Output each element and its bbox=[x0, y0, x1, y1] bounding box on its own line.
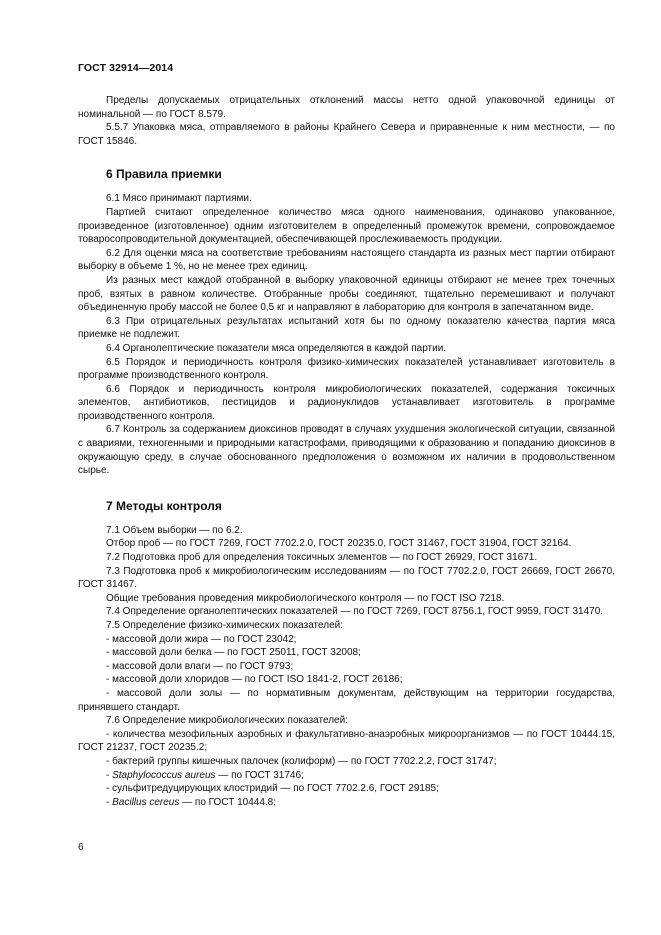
clause-6-5: 6.5 Порядок и периодичность контроля физико-химических показателей устанавливает изготовитель в программе производственного контроля. bbox=[78, 356, 615, 382]
list-item: - массовой доли золы — по нормативным документам, действующим на территории государства, принявшего стандарт. bbox=[78, 687, 615, 713]
list-item: - сульфитредуцирующих клостридий — по ГОСТ 7702.2.6, ГОСТ 29185; bbox=[106, 783, 439, 795]
intro-paragraph: Пределы допускаемых отрицательных отклонений массы нетто одной упаковочной единицы от номинальной — по ГОСТ 8.579. bbox=[78, 95, 615, 120]
clause-6-3: 6.3 При отрицательных результатах испытаний хотя бы по одному показателю качества партия мяса приемке не подлежит. bbox=[78, 315, 615, 341]
paragraph-sampling: Отбор проб — по ГОСТ 7269, ГОСТ 7702.2.0, ГОСТ 20235.0, ГОСТ 31467, ГОСТ 31904, ГОСТ 32164. bbox=[106, 538, 572, 550]
paragraph-point-samples: Из разных мест каждой отобранной в выборку упаковочной единицы отбирают не менее трех точечных проб, взятых в равном количестве. Отобранные пробы соединяют, тщательно перемешивают и получают объединенную пробу массой не более 0,5 кг и направляют в лабораторию для контроля в запечатанном виде. bbox=[78, 274, 615, 314]
list-item-text: — по ГОСТ 10444.8; bbox=[179, 796, 277, 808]
clause-6-6: 6.6 Порядок и периодичность контроля микробиологических показателей, содержания токсичных элементов, антибиотиков, пестицидов и радионуклидов устанавливает изготовитель в программе производственного контроля. bbox=[78, 383, 615, 422]
clause-6-1: 6.1 Мясо принимают партиями. bbox=[106, 193, 252, 205]
list-item: - массовой доли жира — по ГОСТ 23042; bbox=[106, 633, 297, 645]
list-item-text: — по ГОСТ 31746; bbox=[215, 769, 304, 781]
clause-6-7: 6.7 Контроль за содержанием диоксинов проводят в случаях ухудшения экологической ситуации, связанной с авариями, техногенными и природными катастрофами, приводящими к образованию и попаданию диоксинов в окружающую среду, в случае обоснованного предположения о возможном их наличии в продовольственном сырье. bbox=[78, 424, 615, 477]
page-content bbox=[78, 94, 615, 809]
clause-6-4: 6.4 Органолептические показатели мяса определяются в каждой партии. bbox=[106, 342, 447, 354]
list-item: - бактерий группы кишечных палочек (колиформ) — по ГОСТ 7702.2.2, ГОСТ 31747; bbox=[106, 755, 497, 767]
clause-7-2: 7.2 Подготовка проб для определения токсичных элементов — по ГОСТ 26929, ГОСТ 31671. bbox=[106, 552, 538, 564]
section-7-heading: 7 Методы контроля bbox=[106, 498, 222, 513]
clause-6-2: 6.2 Для оценки мяса на соответствие требованиям настоящего стандарта из разных мест партии отбирают выборку в объеме 1 %, но не менее трех единиц. bbox=[78, 247, 615, 273]
paragraph-lot-definition: Партией считают определенное количество мяса одного наименования, одинаково упакованное, произведенное (изготовленное) одним изготовителем в определенный промежуток времени, сопровождаемое товаросопроводительной документацией, обеспечивающей прослеживаемость продукции. bbox=[78, 206, 615, 246]
section-6-heading: 6 Правила приемки bbox=[106, 167, 222, 182]
clause-7-4: 7.4 Определение органолептических показателей — по ГОСТ 7269, ГОСТ 8756.1, ГОСТ 9959, ГОСТ 31470. bbox=[106, 606, 604, 618]
list-item: - количества мезофильных аэробных и факультативно-анаэробных микроорганизмов — по ГОСТ 10444.15, ГОСТ 21237, ГОСТ 20235.2; bbox=[78, 728, 615, 754]
list-item: - Staphylococcus aureus — по ГОСТ 31746; bbox=[106, 769, 304, 781]
clause-7-3: 7.3 Подготовка проб к микробиологическим исследованиям — по ГОСТ 7702.2.0, ГОСТ 26669, ГОСТ 26670, ГОСТ 31467. bbox=[78, 565, 615, 591]
list-item: - массовой доли хлоридов — по ГОСТ ISO 1841-2, ГОСТ 26186; bbox=[106, 674, 403, 686]
clause-7-6: 7.6 Определение микробиологических показателей: bbox=[106, 715, 348, 727]
paragraph-micro-general: Общие требования проведения микробиологического контроля — по ГОСТ ISO 7218. bbox=[106, 592, 505, 604]
organism-name: Staphylococcus aureus bbox=[112, 769, 216, 781]
document-header: ГОСТ 32914—2014 bbox=[78, 62, 174, 74]
clause-5-5-7: 5.5.7 Упаковка мяса, отправляемого в районы Крайнего Севера и приравненные к ним местности, — по ГОСТ 15846. bbox=[78, 122, 615, 147]
list-item: - массовой доли влаги — по ГОСТ 9793; bbox=[106, 660, 294, 672]
clause-7-5: 7.5 Определение физико-химических показателей: bbox=[106, 620, 344, 631]
clause-7-1: 7.1 Объем выборки — по 6.2. bbox=[106, 524, 243, 536]
list-item: - Bacillus cereus — по ГОСТ 10444.8; bbox=[106, 796, 277, 808]
page-number: 6 bbox=[78, 842, 84, 853]
list-item: - массовой доли белка — по ГОСТ 25011, ГОСТ 32008; bbox=[106, 647, 361, 659]
organism-name: Bacillus cereus bbox=[112, 796, 180, 808]
